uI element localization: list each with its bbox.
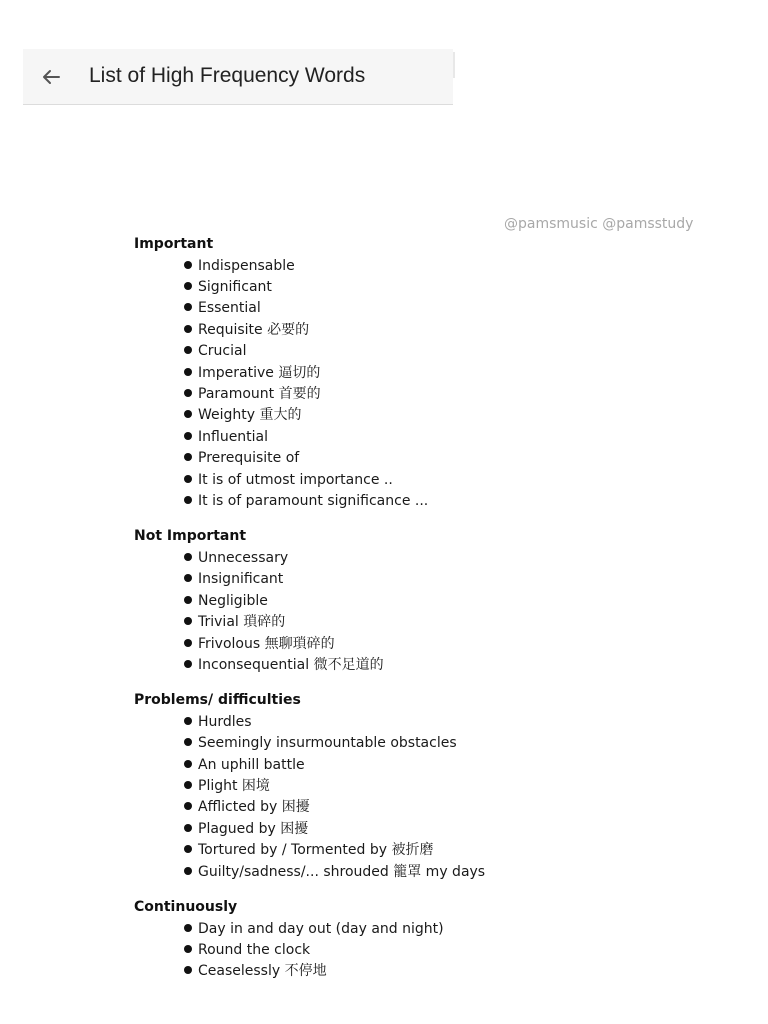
list-item: Essential [184,298,734,319]
list-item: Paramount 首要的 [184,384,734,405]
list-item: Ceaselessly 不停地 [184,961,734,978]
bullet-icon [184,966,192,974]
bullet-icon [184,924,192,932]
section-heading: Not Important [134,528,247,545]
bullet-icon [184,368,192,376]
document-body[interactable] [134,234,734,978]
section-heading: Important [134,236,214,252]
list-item: Guilty/sadness/... shrouded 籠罩 my days [184,862,734,883]
bullet-icon [184,845,192,853]
section-continuously [134,897,734,978]
list-item: Inconsequential 微不足道的 [184,655,734,676]
list-item: It is of utmost importance .. [184,470,734,491]
list-item: Round the clock [184,940,734,961]
section-heading: Problems/ difficulties [134,692,301,709]
list-item: Imperative 逼切的 [184,363,734,384]
word-list [134,712,734,883]
section-heading: Continuously [134,899,238,916]
bullet-icon [184,596,192,604]
bullet-icon [184,475,192,483]
bullet-icon [184,617,192,625]
bullet-icon [184,389,192,397]
app-header [23,49,453,105]
bullet-icon [184,432,192,440]
list-item: Tortured by / Tormented by 被折磨 [184,840,734,861]
bullet-icon [184,660,192,668]
bullet-icon [184,824,192,832]
list-item: Prerequisite of [184,448,734,469]
list-item: An uphill battle [184,755,734,776]
bullet-icon [184,553,192,561]
bullet-icon [184,760,192,768]
section-important [134,234,734,512]
list-item: It is of paramount significance ... [184,491,734,512]
list-item: Weighty 重大的 [184,405,734,426]
bullet-icon [184,346,192,354]
bullet-icon [184,574,192,582]
bullet-icon [184,496,192,504]
bullet-icon [184,325,192,333]
bullet-icon [184,282,192,290]
bullet-icon [184,410,192,418]
word-list [134,256,734,513]
bullet-icon [184,717,192,725]
bullet-icon [184,453,192,461]
section-problems [134,690,734,883]
list-item: Plight 困境 [184,776,734,797]
header-divider [453,52,455,78]
list-item: Afflicted by 困擾 [184,797,734,818]
back-button[interactable] [37,63,65,91]
list-item: Hurdles [184,712,734,733]
list-item: Frivolous 無聊瑣碎的 [184,634,734,655]
arrow-left-icon [37,63,65,91]
page-title: List of High Frequency Words [89,64,366,87]
bullet-icon [184,781,192,789]
bullet-icon [184,261,192,269]
list-item: Crucial [184,341,734,362]
bullet-icon [184,738,192,746]
list-item: Trivial 瑣碎的 [184,612,734,633]
list-item: Negligible [184,591,734,612]
list-item: Unnecessary [184,548,734,569]
list-item: Plagued by 困擾 [184,819,734,840]
bullet-icon [184,802,192,810]
bullet-icon [184,867,192,875]
section-not-important [134,526,734,676]
word-list [134,548,734,676]
list-item: Day in and day out (day and night) [184,919,734,940]
bullet-icon [184,639,192,647]
list-item: Requisite 必要的 [184,320,734,341]
list-item: Indispensable [184,256,734,277]
bullet-icon [184,303,192,311]
word-list [134,919,734,978]
watermark: @pamsmusic @pamsstudy [504,216,694,232]
list-item: Influential [184,427,734,448]
list-item: Seemingly insurmountable obstacles [184,733,734,754]
list-item: Significant [184,277,734,298]
bullet-icon [184,945,192,953]
list-item: Insignificant [184,569,734,590]
